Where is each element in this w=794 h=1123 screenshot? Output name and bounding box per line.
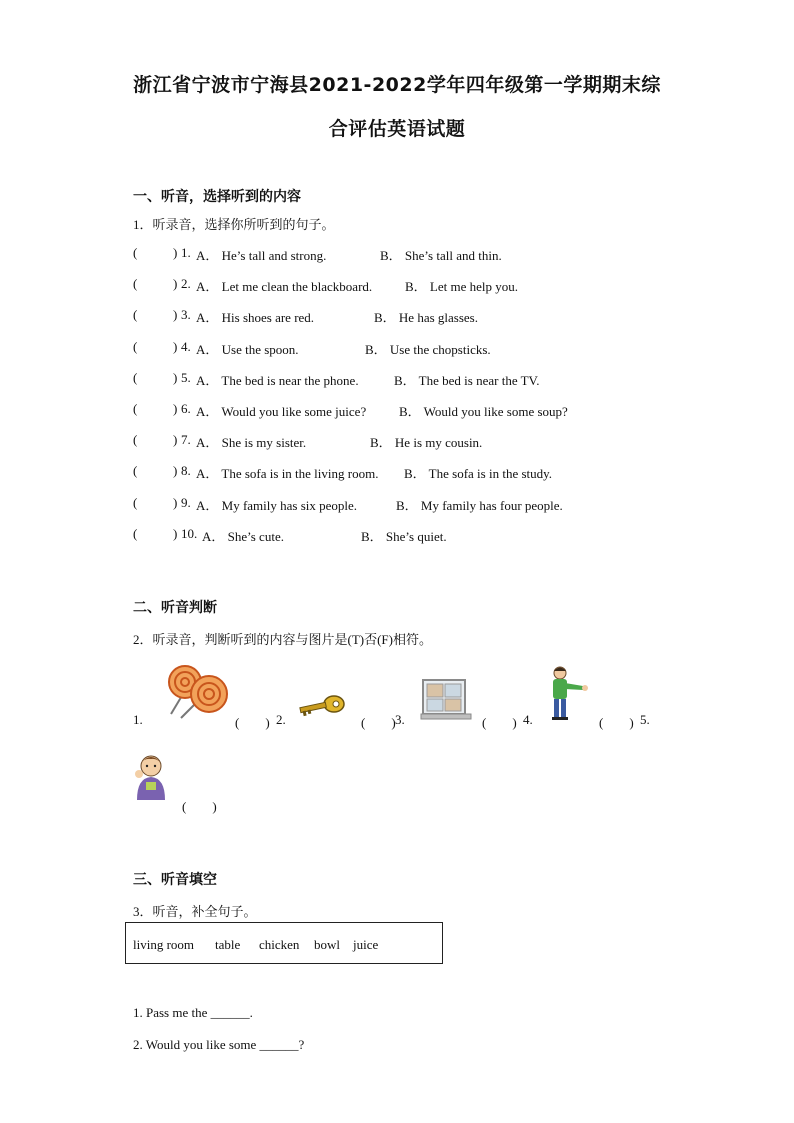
boy-icon [131,752,175,802]
section3-instruction: 3．听音，补全句子。 [133,904,257,919]
doc-title-line1: 浙江省宁波市宁海县2021-2022学年四年级第一学期期末综 [133,74,661,96]
word-bank-item: juice [353,937,379,952]
paren-close: ) [173,494,178,510]
option-b[interactable]: B． Use the chopsticks. [365,341,491,357]
answer-blank-1[interactable]: ( ) [235,715,270,730]
paren-close: ) [173,463,178,479]
paren-open[interactable]: ( [133,463,138,479]
paren-open[interactable]: ( [133,276,138,292]
section1-heading: 一、听音，选择听到的内容 [133,189,301,205]
section3-heading: 三、听音填空 [133,872,217,888]
paren-open[interactable]: ( [133,432,138,448]
option-a[interactable]: A． She is my sister. [196,435,307,451]
man-pointing-icon [543,664,593,722]
key-icon [296,693,346,717]
section2-heading: 二、听音判断 [133,600,217,616]
paren-open[interactable]: ( [133,494,138,510]
option-a[interactable]: A． The sofa is in the living room. [196,466,379,482]
paren-close: ) [173,369,178,385]
option-b[interactable]: B． He has glasses. [374,310,478,326]
pic-label-4: 4. [523,712,533,727]
paren-close: ) [173,276,178,292]
word-bank-item: table [215,937,241,952]
fill-sentence-2[interactable]: 2. Would you like some ______? [133,1037,305,1052]
paren-open[interactable]: ( [133,245,138,260]
fill-sentence-1[interactable]: 1. Pass me the ______. [133,1005,253,1020]
option-a[interactable]: A． His shoes are red. [196,310,315,326]
paren-open[interactable]: ( [133,307,138,323]
pic-label-3: 3. [395,712,405,727]
question-number: 3. [181,307,191,323]
question-number: 8. [181,463,191,479]
window-icon [419,678,473,722]
answer-blank-4[interactable]: ( ) [599,715,634,730]
question-number: 7. [181,432,191,448]
option-b[interactable]: B． She’s tall and thin. [380,248,502,263]
paren-close: ) [173,401,178,416]
paren-close: ) [173,525,178,541]
question-number: 4. [181,338,191,354]
question-number: 2. [181,276,191,292]
word-bank-item: chicken [259,937,300,952]
question-number: 10. [181,525,198,541]
pic-label-5: 5. [640,712,650,727]
answer-blank-5[interactable]: ( ) [182,799,217,814]
word-bank-box [125,922,443,964]
option-b[interactable]: B． Let me help you. [405,279,519,295]
paren-open[interactable]: ( [133,525,138,541]
word-bank-item: living room [133,937,195,952]
option-b[interactable]: B． The sofa is in the study. [404,466,553,482]
paren-open[interactable]: ( [133,369,138,385]
section2-instruction: 2．听录音，判断听到的内容与图片是(T)否(F)相符。 [133,632,432,647]
option-a[interactable]: A． My family has six people. [196,497,358,513]
option-a[interactable]: A． She’s cute. [202,528,284,544]
doc-title-line2: 合评估英语试题 [328,118,466,140]
word-bank-item: bowl [314,937,340,952]
option-b[interactable]: B． The bed is near the TV. [394,372,540,388]
question-number: 1. [181,245,191,260]
option-a[interactable]: A． The bed is near the phone. [196,372,359,388]
option-b[interactable]: B． Would you like some soup? [399,404,568,419]
paren-close: ) [173,338,178,354]
paren-open[interactable]: ( [133,401,138,416]
option-b[interactable]: B． My family has four people. [396,497,563,513]
option-a[interactable]: A． He’s tall and strong. [196,248,327,263]
option-b[interactable]: B． She’s quiet. [361,528,447,544]
lollipop-icon [163,664,231,720]
pic-label-1: 1. [133,712,143,727]
section1-instruction: 1．听录音，选择你所听到的句子。 [133,217,335,232]
question-number: 9. [181,494,191,510]
answer-blank-3[interactable]: ( ) [482,715,517,730]
option-a[interactable]: A． Would you like some juice? [196,404,367,419]
pic-label-2: 2. [276,712,286,727]
answer-blank-2[interactable]: ( ) [361,715,396,730]
paren-close: ) [173,245,178,260]
paren-close: ) [173,432,178,448]
paren-open[interactable]: ( [133,338,138,354]
option-a[interactable]: A． Let me clean the blackboard. [196,279,373,295]
paren-close: ) [173,307,178,323]
question-number: 5. [181,369,191,385]
option-a[interactable]: A． Use the spoon. [196,341,299,357]
option-b[interactable]: B． He is my cousin. [370,435,483,451]
question-number: 6. [181,401,191,416]
